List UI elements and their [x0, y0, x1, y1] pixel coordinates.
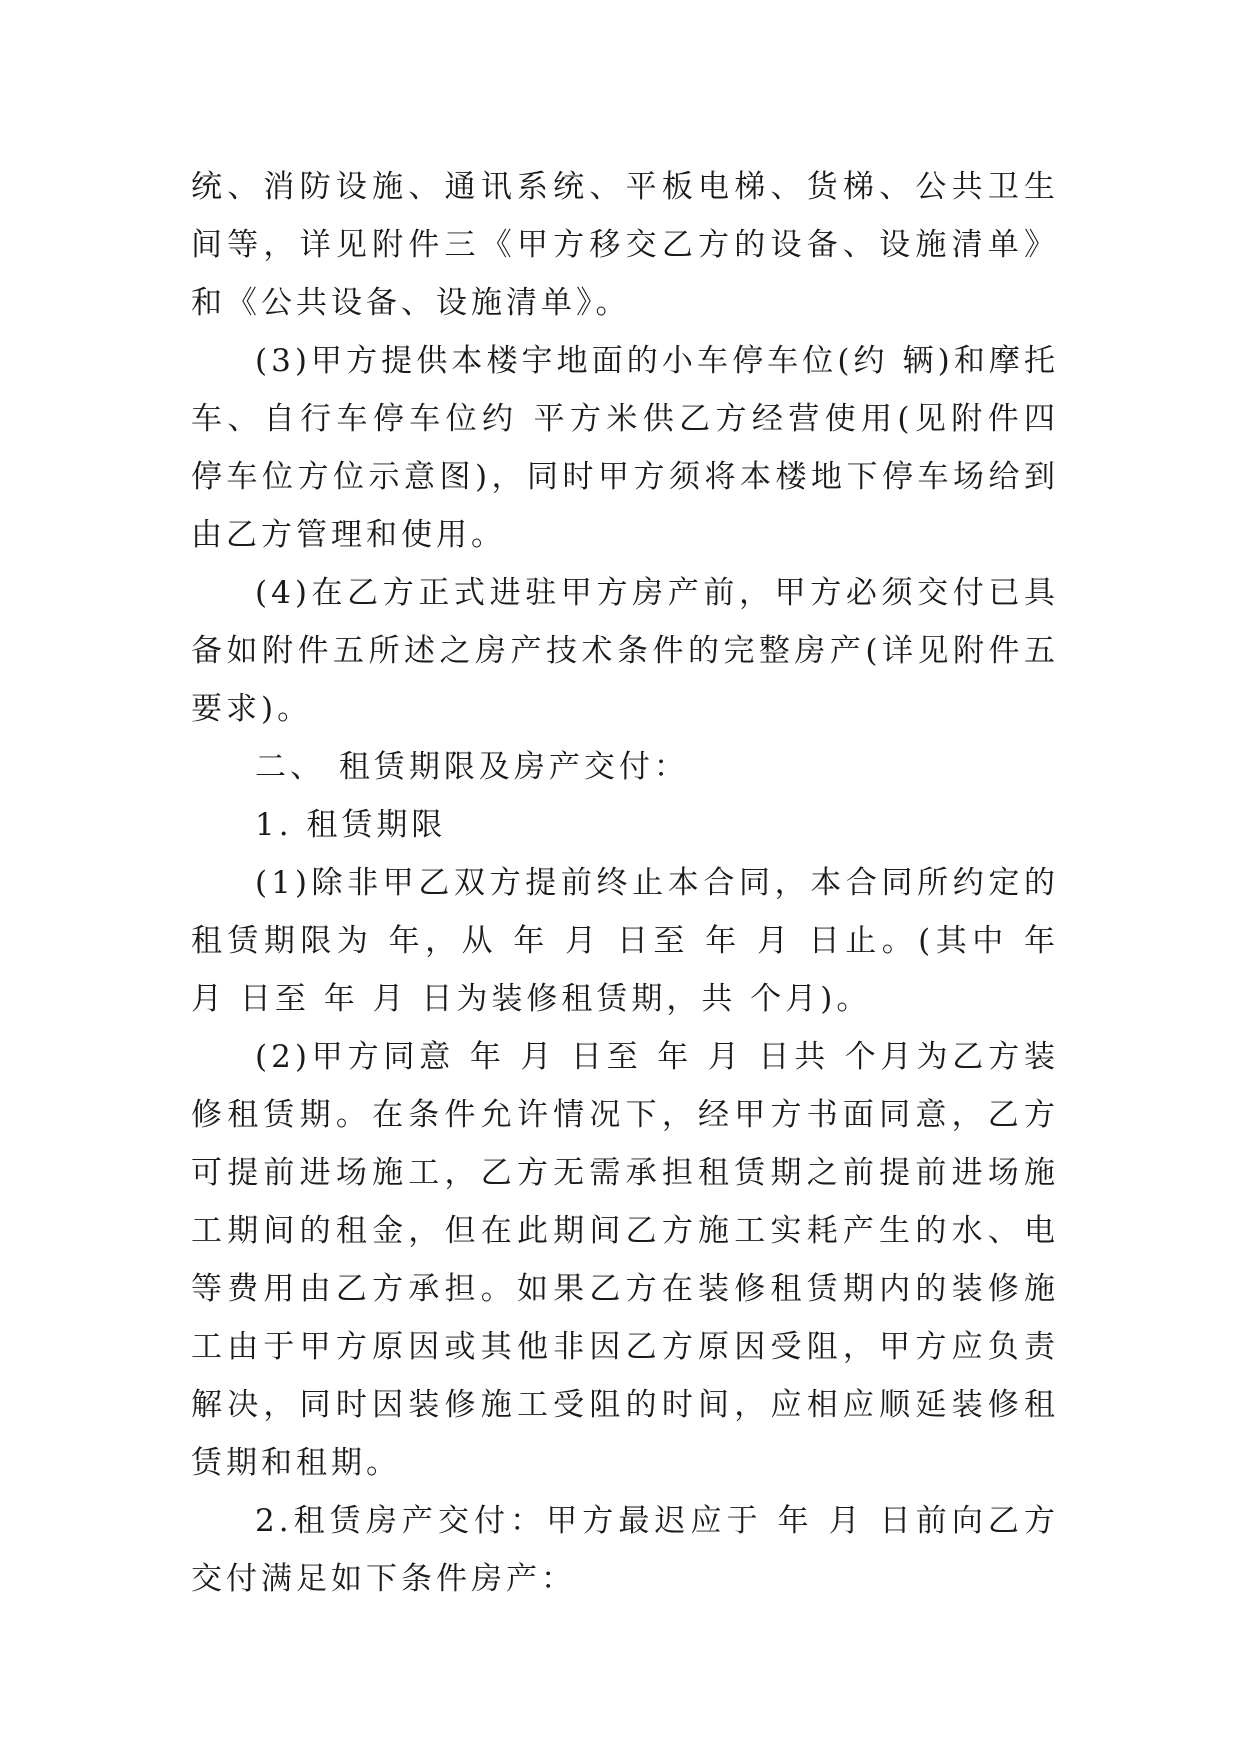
paragraph-equipment-list: 统、消防设施、通讯系统、平板电梯、货梯、公共卫生间等，详见附件三《甲方移交乙方的设备、设施清单》和《公共设备、设施清单》。: [191, 169, 1059, 321]
paragraph-clause-2-renovation: (2)甲方同意 年 月 日至 年 月 日共 个月为乙方装修租赁期。在条件允许情况下，经甲方书面同意，乙方可提前进场施工，乙方无需承担租赁期之前提前进场施工期间的租金，但在此期间乙方施工实耗产生的水、电等费用由乙方承担。如果乙方在装修租赁期内的装修施工由于甲方原因或其他非因乙方原因受阻，甲方应负责解决，同时因装修施工受阻的时间，应相应顺延装修租赁期和租期。: [191, 1039, 1059, 1481]
paragraph-clause-4-delivery: (4)在乙方正式进驻甲方房产前，甲方必须交付已具备如附件五所述之房产技术条件的完整房产(详见附件五要求)。: [191, 575, 1059, 727]
paragraph-clause-1-term: (1)除非甲乙双方提前终止本合同，本合同所约定的租赁期限为 年，从 年 月 日至 年 月 日止。(其中 年 月 日至 年 月 日为装修租赁期，共 个月)。: [191, 865, 1059, 1017]
paragraph-clause-3-parking: (3)甲方提供本楼宇地面的小车停车位(约 辆)和摩托车、自行车停车位约 平方米供乙方经营使用(见附件四停车位方位示意图)，同时甲方须将本楼地下停车场给到由乙方管理和使用。: [191, 343, 1059, 553]
section-heading-lease-term: 二、 租赁期限及房产交付：: [255, 749, 689, 785]
document-body: [191, 158, 1059, 1608]
subheading-lease-period: 1. 租赁期限: [255, 807, 447, 843]
paragraph-property-delivery: 2.租赁房产交付：甲方最迟应于 年 月 日前向乙方交付满足如下条件房产：: [191, 1503, 1059, 1597]
